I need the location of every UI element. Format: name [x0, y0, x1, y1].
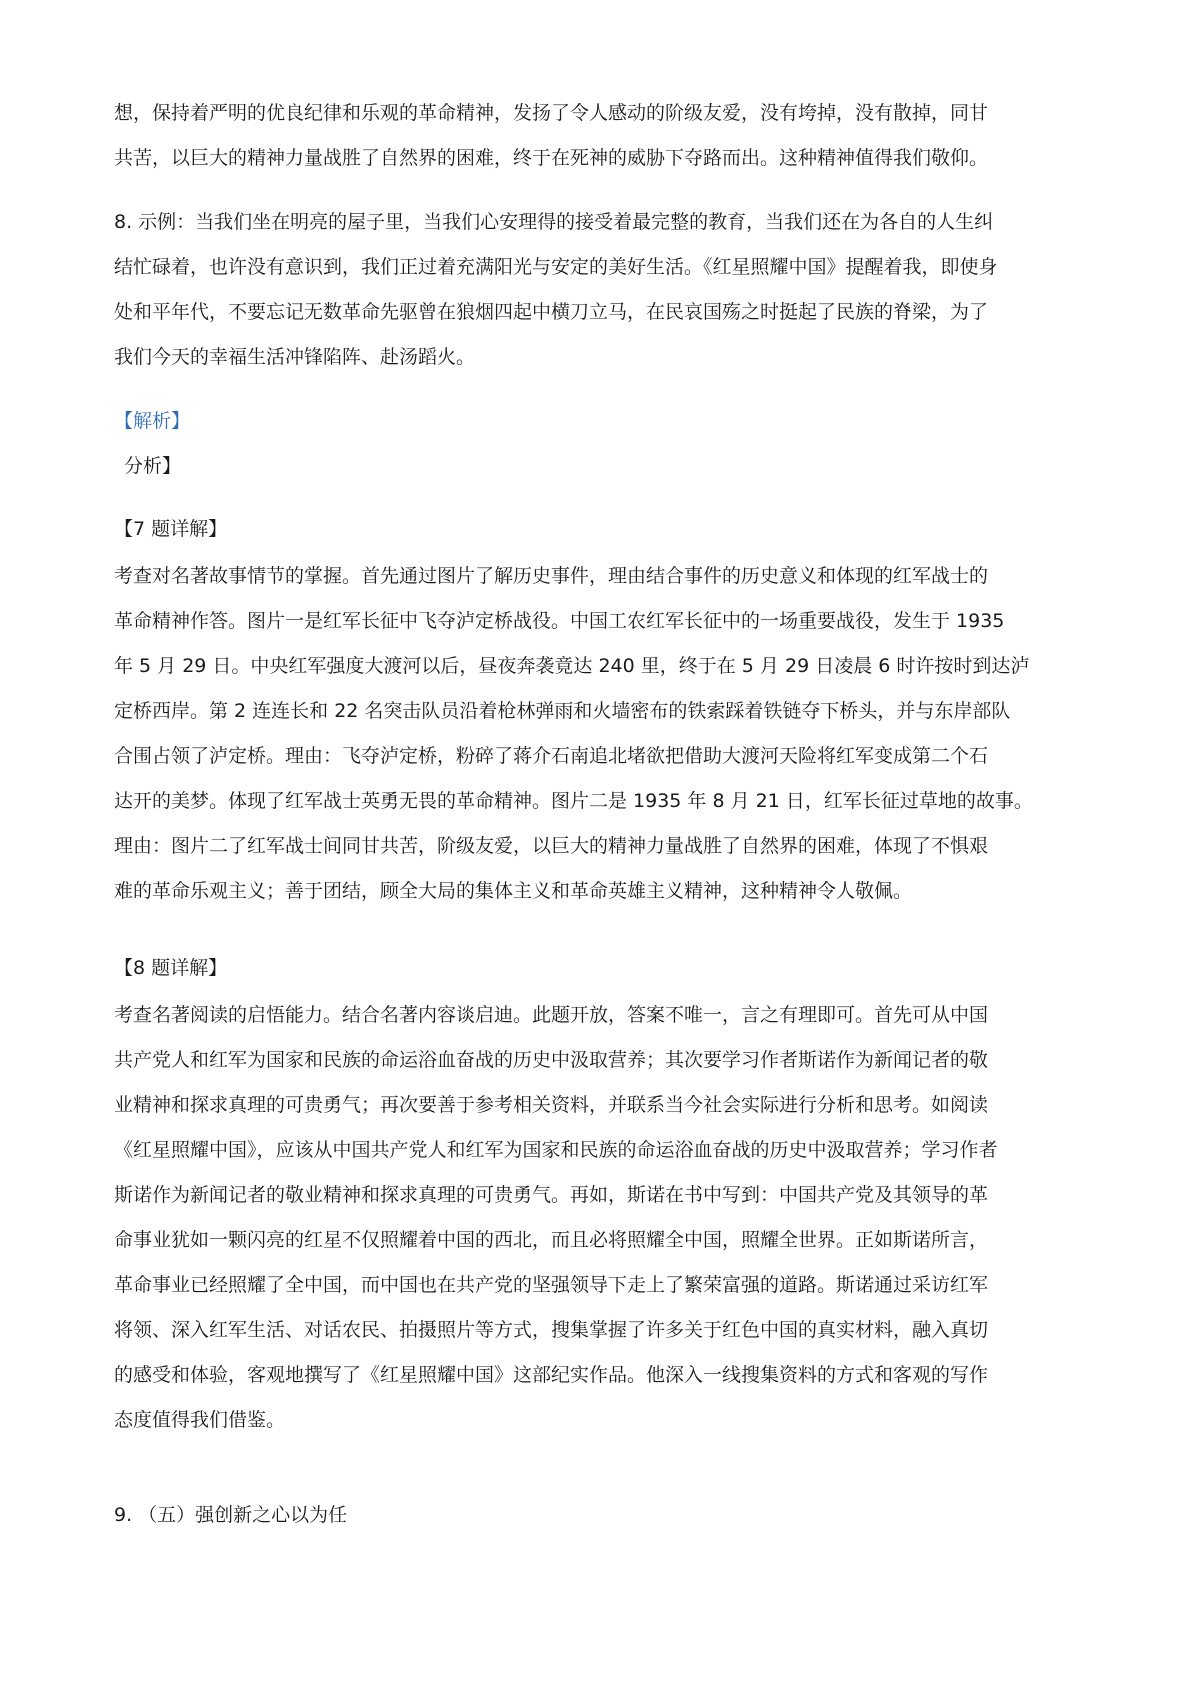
text-line: 将领、深入红军生活、对话农民、拍摄照片等方式，搜集掌握了许多关于红色中国的真实材料，融入真切: [114, 1319, 989, 1341]
detail-7-paragraph: [114, 554, 1099, 914]
text-line: 考查名著阅读的启悟能力。结合名著内容谈启迪。此题开放，答案不唯一，言之有理即可。首先可从中国: [114, 1004, 989, 1026]
detail-8-paragraph: [114, 993, 1099, 1443]
question-9-block: [114, 1493, 1099, 1538]
text-line: 8. 示例：当我们坐在明亮的屋子里，当我们心安理得的接受着最完整的教育，当我们还在为各自的人生纠: [114, 211, 994, 233]
text-line: 命事业犹如一颗闪亮的红星不仅照耀着中国的西北，而且必将照耀全中国，照耀全世界。正如斯诺所言，: [114, 1229, 989, 1251]
text-line: 态度值得我们借鉴。: [114, 1409, 286, 1431]
detail-8-heading: 【8 题详解】: [114, 957, 228, 979]
detail-7-heading: 【7 题详解】: [114, 518, 228, 540]
analysis-label-block: [114, 399, 1099, 444]
text-line: 合围占领了泸定桥。理由：飞夺泸定桥，粉碎了蒋介石南追北堵欲把借助大渡河天险将红军变成第二个石: [114, 745, 989, 767]
answer-7-paragraph-end: [114, 91, 1099, 181]
text-line: 革命事业已经照耀了全中国，而中国也在共产党的坚强领导下走上了繁荣富强的道路。斯诺通过采访红军: [114, 1274, 989, 1296]
breakdown-label: 分析】: [124, 455, 182, 477]
answer-8-paragraph: [114, 200, 1099, 380]
detail-8-heading-block: [114, 946, 1099, 991]
question-9-heading: 9. （五）强创新之心以为任: [114, 1504, 348, 1526]
text-line: 的感受和体验，客观地撰写了《红星照耀中国》这部纪实作品。他深入一线搜集资料的方式和客观的写作: [114, 1364, 989, 1386]
text-line: 共苦，以巨大的精神力量战胜了自然界的困难，终于在死神的威胁下夺路而出。这种精神值得我们敬仰。: [114, 147, 989, 169]
text-line: 处和平年代，不要忘记无数革命先驱曾在狼烟四起中横刀立马，在民哀国殇之时挺起了民族的脊梁，为了: [114, 301, 989, 323]
analysis-label: 【解析】: [114, 410, 191, 432]
text-line: 理由：图片二了红军战士间同甘共苦，阶级友爱，以巨大的精神力量战胜了自然界的困难，体现了不惧艰: [114, 835, 989, 857]
text-line: 斯诺作为新闻记者的敬业精神和探求真理的可贵勇气。再如，斯诺在书中写到：中国共产党及其领导的革: [114, 1184, 989, 1206]
text-line: 共产党人和红军为国家和民族的命运浴血奋战的历史中汲取营养；其次要学习作者斯诺作为新闻记者的敬: [114, 1049, 989, 1071]
text-line: 革命精神作答。图片一是红军长征中飞夺泸定桥战役。中国工农红军长征中的一场重要战役，发生于 1935: [114, 610, 1005, 632]
text-line: 难的革命乐观主义；善于团结，顾全大局的集体主义和革命英雄主义精神，这种精神令人敬佩。: [114, 880, 913, 902]
text-line: 《红星照耀中国》，应该从中国共产党人和红军为国家和民族的命运浴血奋战的历史中汲取营养；学习作者: [114, 1139, 998, 1161]
detail-7-heading-block: [114, 507, 1099, 552]
text-line: 业精神和探求真理的可贵勇气；再次要善于参考相关资料，并联系当今社会实际进行分析和思考。如阅读: [114, 1094, 989, 1116]
text-line: 我们今天的幸福生活冲锋陷阵、赴汤蹈火。: [114, 346, 476, 368]
text-line: 结忙碌着，也许没有意识到，我们正过着充满阳光与安定的美好生活。《红星照耀中国》提醒着我，即使身: [114, 256, 998, 278]
text-line: 定桥西岸。第 2 连连长和 22 名突击队员沿着枪林弹雨和火墙密布的铁索踩着铁链夺下桥头，并与东岸部队: [114, 700, 1011, 722]
text-line: 考查对名著故事情节的掌握。首先通过图片了解历史事件，理由结合事件的历史意义和体现的红军战士的: [114, 565, 989, 587]
text-line: 年 5 月 29 日。中央红军强度大渡河以后，昼夜奔袭竟达 240 里，终于在 5 月 29 日凌晨 6 时许按时到达泸: [114, 655, 1030, 677]
text-line: 达开的美梦。体现了红军战士英勇无畏的革命精神。图片二是 1935 年 8 月 21 日，红军长征过草地的故事。: [114, 790, 1033, 812]
text-line: 想，保持着严明的优良纪律和乐观的革命精神，发扬了令人感动的阶级友爱，没有垮掉，没有散掉，同甘: [114, 102, 989, 124]
breakdown-label-block: [114, 444, 1099, 489]
